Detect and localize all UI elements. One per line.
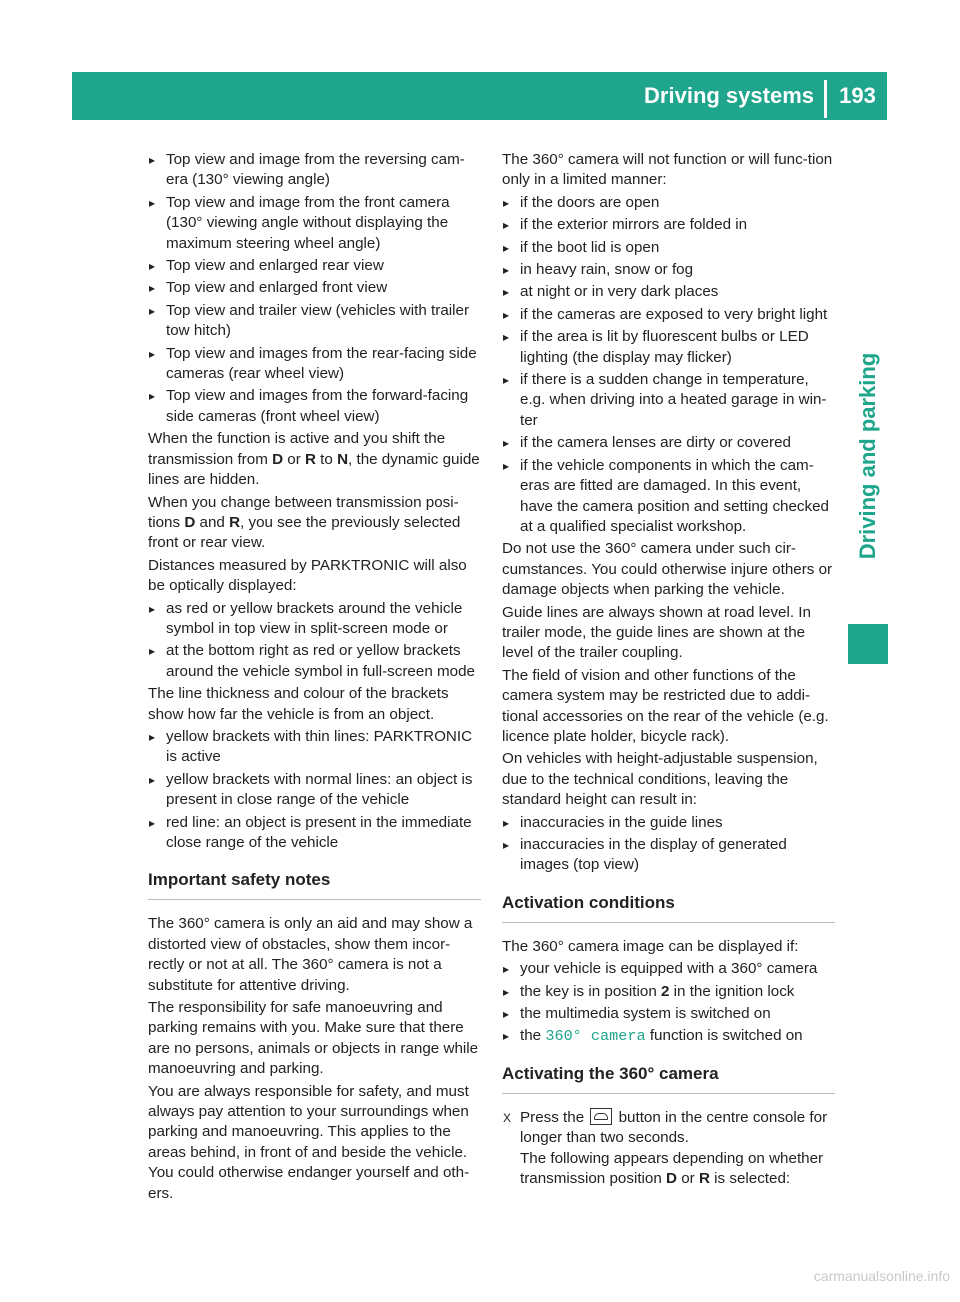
paragraph-change-positions: When you change between transmission posi-tions D and R, you see the previously selected front or rear view.: [148, 493, 461, 552]
right-column: [502, 150, 835, 1191]
list-item: ▸ if the doors are open: [502, 193, 835, 213]
paragraph-guide-lines: Guide lines are always shown at road level. In trailer mode, the guide lines are shown at the level of the trailer coupling.: [502, 603, 811, 662]
paragraph-do-not-use: Do not use the 360° camera under such cir-cumstances. You could otherwise injure others or damage objects when parking the vehicle.: [502, 540, 833, 599]
list-item: ▸ as red or yellow brackets around the vehicle symbol in top view in split-screen mode or: [148, 599, 481, 640]
side-section-label: [848, 306, 888, 606]
heading-activating-camera: Activating the 360° camera: [502, 1063, 835, 1094]
paragraph-field-of-vision: The field of vision and other functions of the camera system may be restricted due to addi-tional accessories on the rear of the vehicle (e.g. licence plate holder, bicycle rack).: [502, 666, 829, 745]
list-item: ▸ if the boot lid is open: [502, 238, 835, 258]
paragraph-safety-3: You are always responsible for safety, and must always pay attention to your surroundings when parking and manoeuvring. This applies to the areas behind, in front of and beside the vehicle. You could otherwise endanger yourself and oth-ers.: [148, 1082, 470, 1202]
paragraph-suspension: On vehicles with height-adjustable suspension, due to the technical conditions, leaving the standard height can result in:: [502, 750, 818, 809]
paragraph-dynamic-lines: When the function is active and you shift the transmission from D or R to N, the dynamic guide lines are hidden.: [148, 430, 480, 489]
instruction-step: X Press the button in the centre console for longer than two seconds. The following appears depending on whether transmission position D or R is selected:: [503, 1108, 828, 1188]
list-item: ▸ if the exterior mirrors are folded in: [502, 215, 835, 235]
paragraph-limitations: The 360° camera will not function or will func-tion only in a limited manner:: [502, 151, 833, 189]
list-item: ▸ Top view and images from the rear-facing side cameras (rear wheel view): [148, 344, 481, 385]
list-item: ▸ inaccuracies in the display of generated images (top view): [502, 835, 835, 876]
page-header: [72, 72, 887, 120]
menu-function-name: 360° camera: [545, 1027, 646, 1046]
paragraph-safety-2: The responsibility for safe manoeuvring and parking remains with you. Make sure that there are no persons, animals or objects in range while manoeuvring and parking.: [148, 999, 479, 1078]
list-item: ▸ at night or in very dark places: [502, 282, 835, 302]
list-item: ▸ Top view and images from the forward-facing side cameras (front wheel view): [148, 386, 481, 427]
list-item: ▸ if the cameras are exposed to very bright light: [502, 305, 835, 325]
list-item: ▸ in heavy rain, snow or fog: [502, 260, 835, 280]
list-item: ▸ Top view and image from the front camera (130° viewing angle without displaying the maximum steering wheel angle): [148, 193, 481, 254]
list-item: ▸ at the bottom right as red or yellow brackets around the vehicle symbol in full-screen mode: [148, 641, 481, 682]
page-number: 193: [839, 83, 876, 108]
step-arrow-icon: X: [503, 1110, 512, 1125]
list-item: ▸ the multimedia system is switched on: [502, 1004, 835, 1024]
list-item: ▸ the key is in position 2 in the ignition lock: [502, 982, 835, 1002]
list-item: ▸ if the area is lit by fluorescent bulbs or LED lighting (the display may flicker): [502, 327, 835, 368]
side-thumb-block: [848, 624, 888, 664]
paragraph-parktronic: Distances measured by PARKTRONIC will also be optically displayed:: [148, 556, 467, 595]
list-item: ▸ the 360° camera function is switched on: [502, 1026, 835, 1046]
list-item: ▸ if the vehicle components in which the cam-eras are fitted are damaged. In this event, have the camera position and setting checked at a qualified specialist workshop.: [502, 456, 835, 538]
list-item: ▸ if the camera lenses are dirty or covered: [502, 433, 835, 453]
left-column: [148, 150, 481, 1206]
car-camera-button-icon: [590, 1108, 612, 1125]
list-item: ▸ Top view and enlarged rear view: [148, 256, 481, 276]
heading-activation-conditions: Activation conditions: [502, 892, 835, 923]
paragraph-can-be-displayed: The 360° camera image can be displayed if:: [502, 937, 799, 955]
list-item: ▸ Top view and image from the reversing cam-era (130° viewing angle): [148, 150, 481, 191]
paragraph-brackets: The line thickness and colour of the brackets show how far the vehicle is from an object.: [148, 685, 449, 723]
header-title: Driving systems: [644, 83, 814, 108]
list-item: ▸ yellow brackets with normal lines: an object is present in close range of the vehicle: [148, 770, 481, 811]
heading-safety-notes: Important safety notes: [148, 869, 481, 900]
header-separator: [824, 80, 827, 118]
watermark: carmanualsonline.info: [813, 1268, 950, 1284]
list-item: ▸ red line: an object is present in the immediate close range of the vehicle: [148, 813, 481, 854]
list-item: ▸ Top view and enlarged front view: [148, 278, 481, 298]
list-item: ▸ Top view and trailer view (vehicles with trailer tow hitch): [148, 301, 481, 342]
list-item: ▸ if there is a sudden change in temperature, e.g. when driving into a heated garage in win-ter: [502, 370, 835, 431]
paragraph-safety-1: The 360° camera is only an aid and may show a distorted view of obstacles, show them incor-rectly or not at all. The 360° camera is not a substitute for attentive driving.: [148, 915, 473, 994]
list-item: ▸ yellow brackets with thin lines: PARKTRONIC is active: [148, 727, 481, 768]
side-label-text: Driving and parking: [855, 352, 880, 560]
list-item: ▸ inaccuracies in the guide lines: [502, 813, 835, 833]
list-item: ▸ your vehicle is equipped with a 360° camera: [502, 959, 835, 979]
